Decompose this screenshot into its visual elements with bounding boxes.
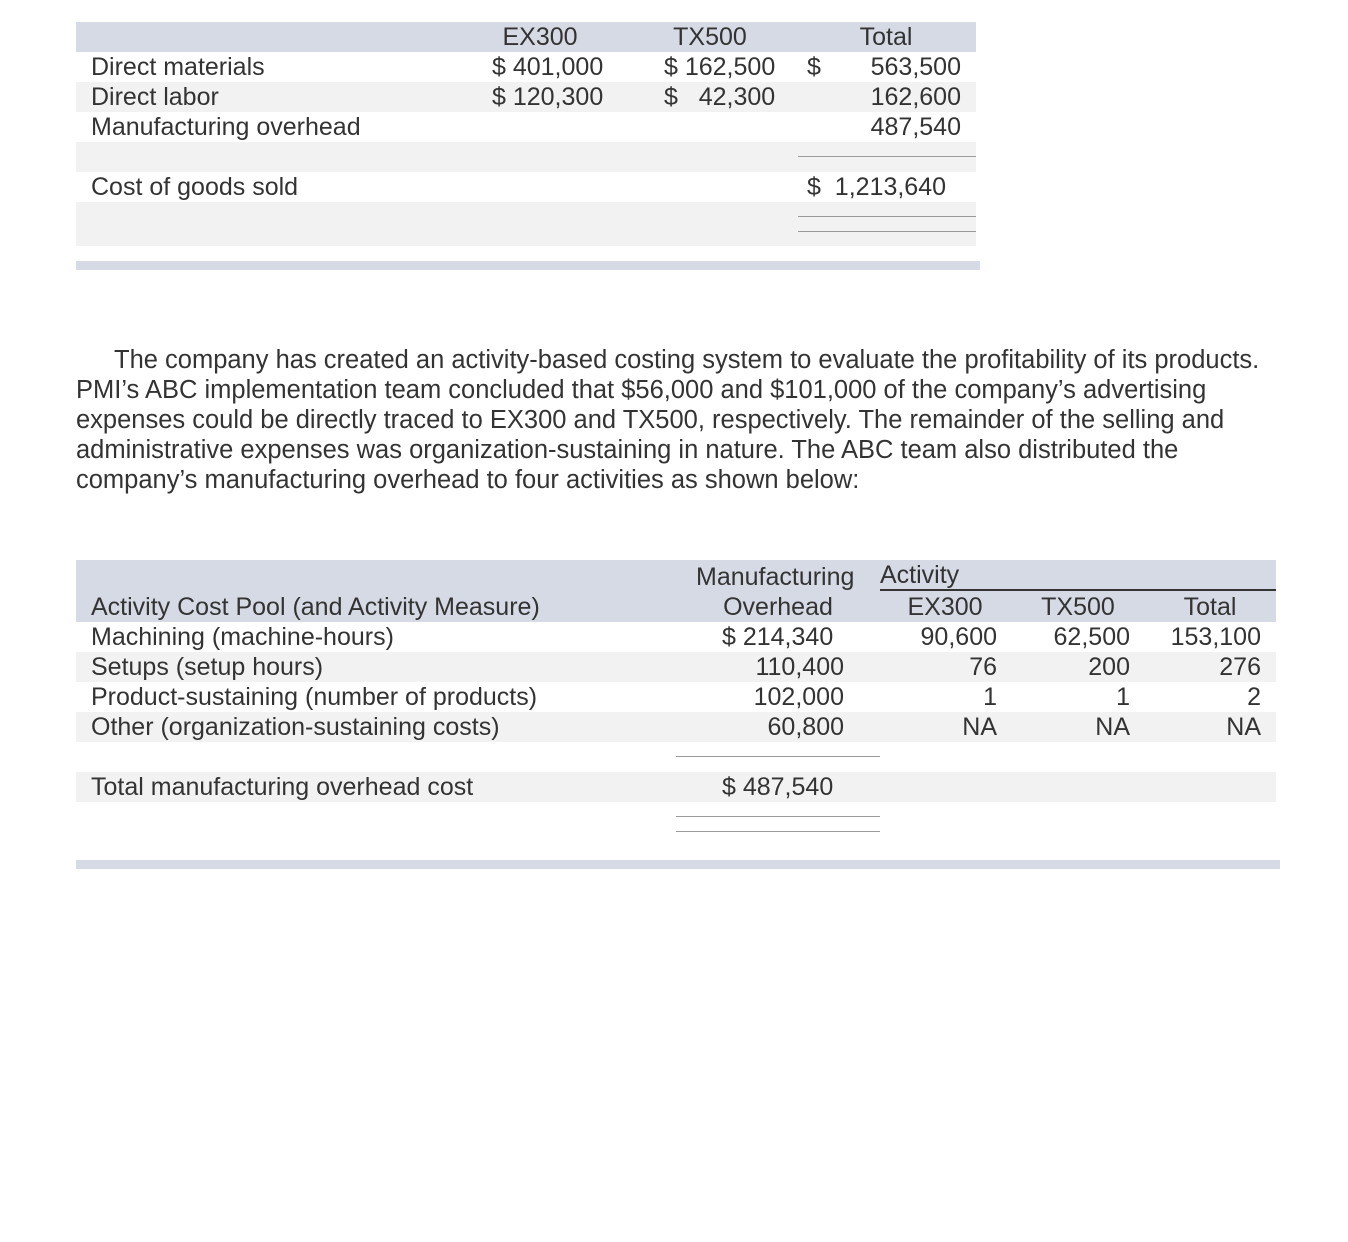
header-overhead: Overhead [723, 593, 833, 621]
cell-ex300: NA [962, 713, 997, 741]
cell-tx500: NA [1095, 713, 1130, 741]
cell-overhead: 102,000 [753, 683, 844, 711]
cell-tx500: 1 [1116, 683, 1130, 711]
description-paragraph [76, 345, 1296, 495]
total-overhead: $ 487,540 [722, 773, 834, 801]
pool-label: Machining (machine-hours) [91, 623, 394, 651]
header-total: Total [1183, 593, 1237, 621]
cell-total: 563,500 [870, 53, 961, 81]
cell-tx500: $ 162,500 [664, 53, 776, 81]
cell-ex300: $ 120,300 [492, 83, 604, 111]
pool-label: Product-sustaining (number of products) [91, 683, 538, 711]
double-rule-top [676, 816, 880, 817]
double-rule-bottom [676, 831, 880, 832]
subtotal-rule [798, 156, 976, 157]
header-tx500: TX500 [1041, 593, 1115, 621]
header-total: Total [859, 23, 913, 51]
row-label: Direct materials [91, 53, 265, 81]
cell-total: 153,100 [1170, 623, 1261, 651]
header-pool: Activity Cost Pool (and Activity Measure) [91, 593, 540, 621]
cogs-label: Cost of goods sold [91, 173, 299, 201]
total-label: Total manufacturing overhead cost [91, 773, 474, 801]
cell-total: 162,600 [870, 83, 961, 111]
cell-overhead: 60,800 [767, 713, 844, 741]
cell-total-dollar: $ [807, 53, 821, 81]
cell-tx500: 62,500 [1053, 623, 1130, 651]
cell-total: 487,540 [870, 113, 961, 141]
double-rule-top [798, 216, 976, 217]
pool-label: Setups (setup hours) [91, 653, 324, 681]
cell-tx500: 200 [1088, 653, 1130, 681]
header-tx500: TX500 [673, 23, 747, 51]
table-bottom-bar [76, 860, 1280, 869]
cell-total: 276 [1219, 653, 1261, 681]
row-label: Manufacturing overhead [91, 113, 361, 141]
cell-tx500: $ 42,300 [664, 83, 776, 111]
row-band [76, 142, 976, 172]
double-rule-bottom [798, 231, 976, 232]
table-bottom-bar [76, 261, 980, 270]
subtotal-rule [676, 756, 880, 757]
row-band [76, 202, 976, 246]
cogs-total: $ 1,213,640 [807, 173, 947, 201]
activity-header-rule [880, 589, 1276, 591]
header-manufacturing: Manufacturing [696, 563, 855, 591]
cell-ex300: 76 [969, 653, 997, 681]
paragraph-text: The company has created an activity-based costing system to evaluate the profitability of its products. PMI’s ABC implementation team concluded that $56,000 and $101,000 of the company’s advertising expenses could be directly traced to EX300 and TX500, respectively. The remainder of the selling and administrative expenses was organization-sustaining in nature. The ABC team also distributed the company’s manufacturing overhead to four activities as shown below: [76, 346, 1260, 494]
pool-label: Other (organization-sustaining costs) [91, 713, 500, 741]
header-ex300: EX300 [502, 23, 578, 51]
header-ex300: EX300 [907, 593, 983, 621]
cell-ex300: 1 [983, 683, 997, 711]
row-label: Direct labor [91, 83, 219, 111]
cell-ex300: $ 401,000 [492, 53, 604, 81]
cell-total: NA [1226, 713, 1261, 741]
cell-overhead: $ 214,340 [722, 623, 834, 651]
cell-total: 2 [1247, 683, 1261, 711]
cell-overhead: 110,400 [755, 653, 844, 681]
header-activity: Activity [880, 561, 960, 589]
cell-ex300: 90,600 [920, 623, 997, 651]
